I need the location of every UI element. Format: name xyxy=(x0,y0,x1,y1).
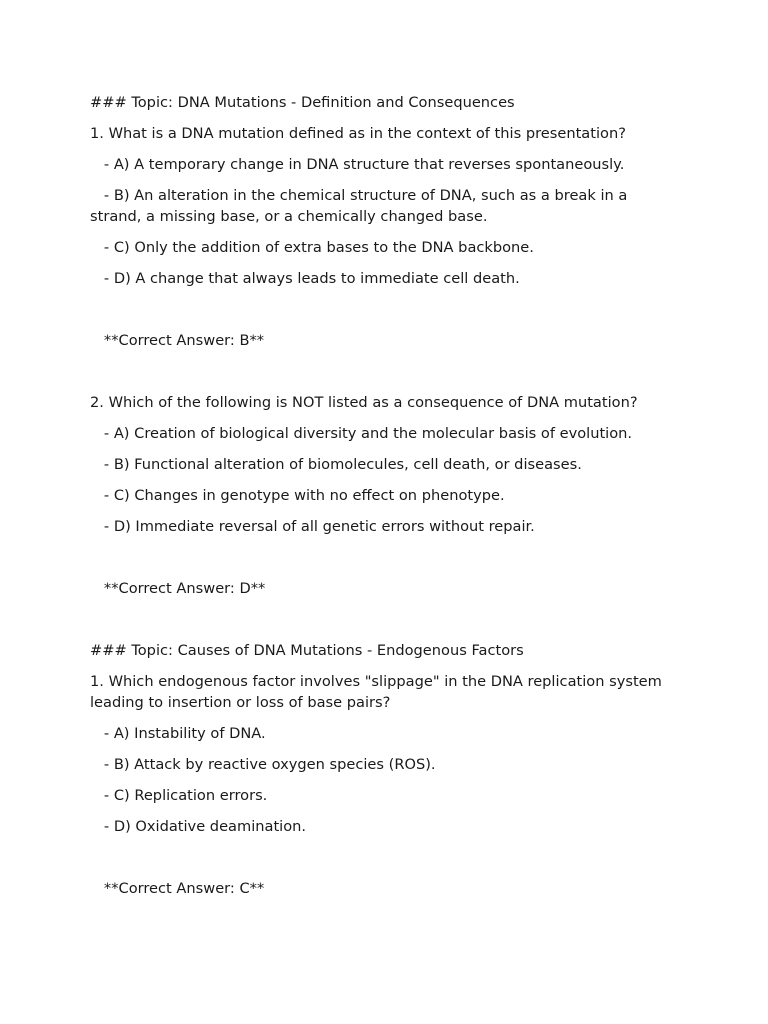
answer-option: - A) Instability of DNA. xyxy=(90,725,266,742)
correct-answer: **Correct Answer: D** xyxy=(90,580,266,597)
answer-option: - C) Only the addition of extra bases to the DNA backbone. xyxy=(90,239,534,256)
answer-option: - B) An alteration in the chemical structure of DNA, such as a break in a strand, a missing base, or a chemically changed base. xyxy=(90,187,632,225)
answer-option: - A) A temporary change in DNA structure that reverses spontaneously. xyxy=(90,156,625,173)
spacer xyxy=(90,847,670,878)
spacer xyxy=(90,361,670,392)
answer-option: - D) A change that always leads to immediate cell death. xyxy=(90,270,520,287)
document-page xyxy=(90,92,670,909)
answer-option: - B) Attack by reactive oxygen species (ROS). xyxy=(90,756,436,773)
answer-option: - A) Creation of biological diversity and the molecular basis of evolution. xyxy=(90,425,633,442)
question-text: 1. Which endogenous factor involves "slippage" in the DNA replication system leading to insertion or loss of base pairs? xyxy=(90,673,667,711)
correct-answer: **Correct Answer: B** xyxy=(90,332,265,349)
spacer xyxy=(90,299,670,330)
answer-option: - D) Oxidative deamination. xyxy=(90,818,307,835)
spacer xyxy=(90,547,670,578)
correct-answer: **Correct Answer: C** xyxy=(90,880,265,897)
answer-option: - B) Functional alteration of biomolecules, cell death, or diseases. xyxy=(90,456,582,473)
question-text: 2. Which of the following is NOT listed as a consequence of DNA mutation? xyxy=(90,394,638,411)
answer-option: - C) Changes in genotype with no effect on phenotype. xyxy=(90,487,505,504)
answer-option: - D) Immediate reversal of all genetic errors without repair. xyxy=(90,518,535,535)
section-heading: ### Topic: DNA Mutations - Definition and Consequences xyxy=(90,94,515,111)
answer-option: - C) Replication errors. xyxy=(90,787,268,804)
spacer xyxy=(90,609,670,640)
question-text: 1. What is a DNA mutation defined as in the context of this presentation? xyxy=(90,125,626,142)
section-heading: ### Topic: Causes of DNA Mutations - Endogenous Factors xyxy=(90,642,524,659)
